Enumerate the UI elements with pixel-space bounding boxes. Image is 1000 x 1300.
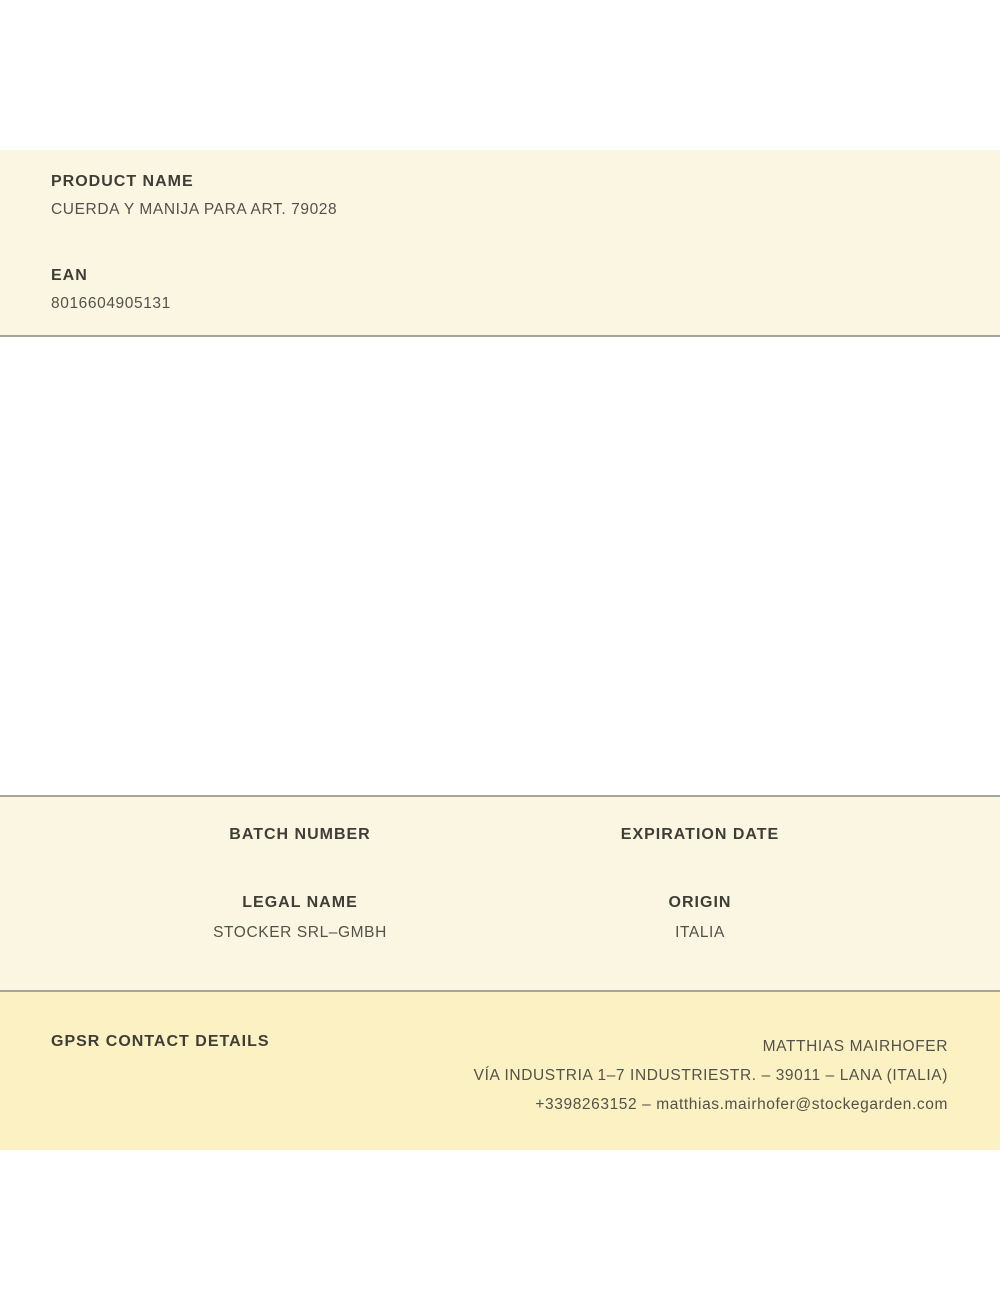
expiration-date-cell [500,825,900,875]
batch-expiration-row [100,825,900,875]
product-name-label: PRODUCT NAME [51,173,194,190]
legal-name-label: LEGAL NAME [242,894,358,911]
batch-number-cell [100,825,500,875]
ean-label: EAN [51,267,88,284]
expiration-date-value [500,855,900,875]
legal-name-value: STOCKER SRL–GMBH [213,924,387,941]
ean-value: 8016604905131 [51,295,171,312]
batch-number-value [100,855,500,875]
legal-origin-row [100,893,900,943]
row-spacer [100,875,900,893]
origin-value: ITALIA [675,924,725,941]
gpsr-contact-label: GPSR CONTACT DETAILS [51,1033,270,1050]
gpsr-contact-name: MATTHIAS MAIRHOFER [762,1038,948,1055]
product-section [0,150,1000,337]
gpsr-contact-address: VÍA INDUSTRIA 1–7 INDUSTRIESTR. – 39011 – LANA (ITALIA) [473,1067,948,1084]
batch-legal-section [0,795,1000,992]
gpsr-contact-section [0,992,1000,1150]
origin-cell [500,893,900,943]
gpsr-contact-block [270,1032,948,1119]
origin-label: ORIGIN [668,894,732,911]
gpsr-contact-phone-email: +3398263152 – matthias.mairhofer@stockegarden.com [535,1096,948,1113]
expiration-date-label: EXPIRATION DATE [620,826,780,843]
legal-name-cell [100,893,500,943]
product-name-value: CUERDA Y MANIJA PARA ART. 79028 [51,201,338,218]
batch-number-label: BATCH NUMBER [229,826,371,843]
